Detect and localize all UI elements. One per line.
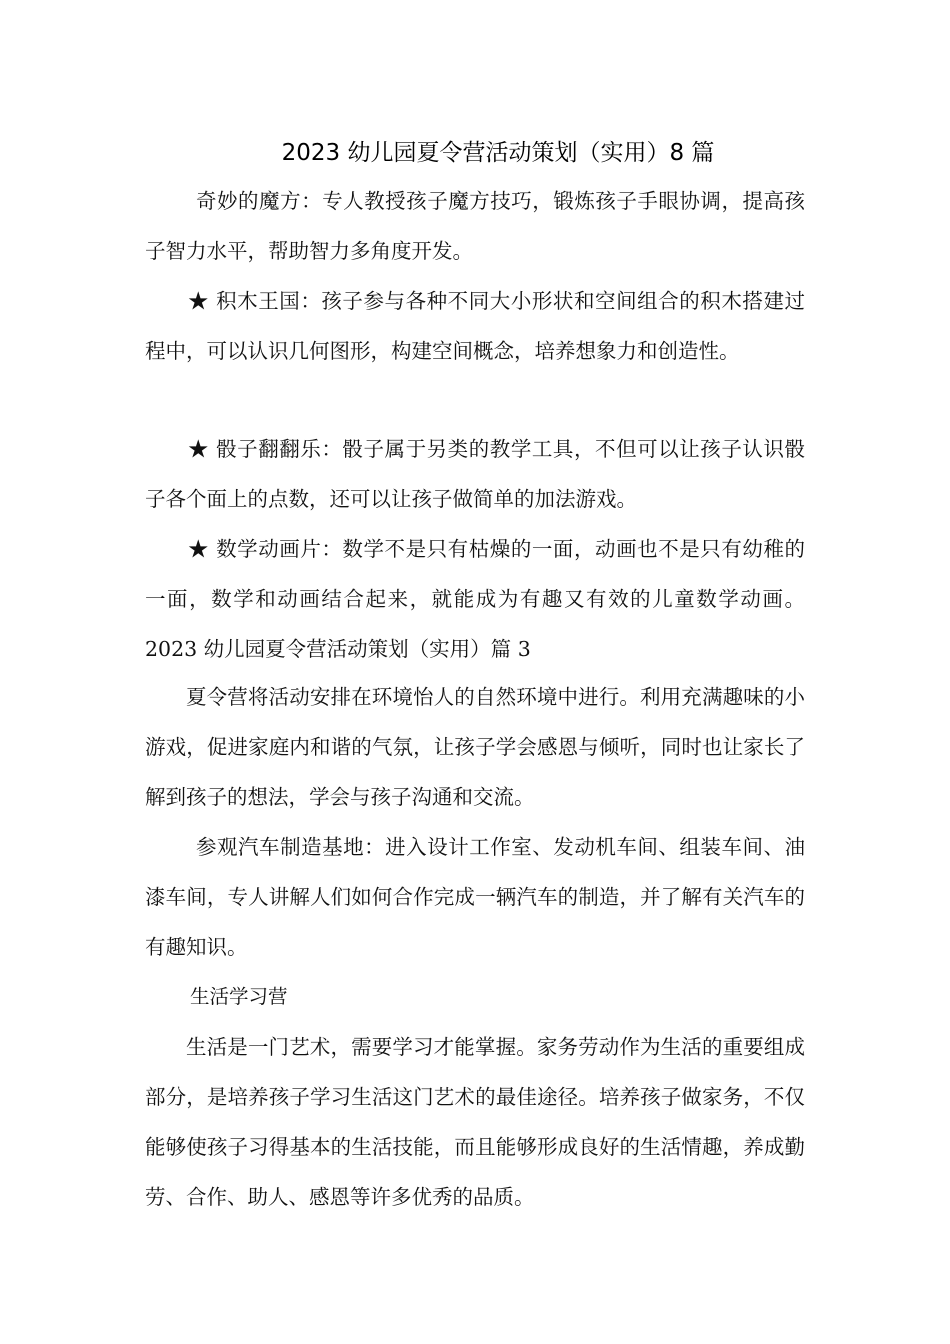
paragraph-dice: ★ 骰子翻翻乐：骰子属于另类的教学工具，不但可以让孩子认识骰子各个面上的点数，还可以让孩子做简单的加法游戏。 [145, 437, 805, 511]
paragraph-magic-cube: 奇妙的魔方：专人教授孩子魔方技巧，锻炼孩子手眼协调，提高孩子智力水平，帮助智力多角度开发。 [145, 189, 805, 263]
document-title: 2023 幼儿园夏令营活动策划（实用）8 篇 [281, 140, 715, 166]
paragraph-car-factory: 参观汽车制造基地：进入设计工作室、发动机车间、组装车间、油漆车间，专人讲解人们如何合作完成一辆汽车的制造，并了解有关汽车的有趣知识。 [145, 835, 805, 959]
paragraph-life-art: 生活是一门艺术，需要学习才能掌握。家务劳动作为生活的重要组成部分，是培养孩子学习生活这门艺术的最佳途径。培养孩子做家务，不仅能够使孩子习得基本的生活技能，而且能够形成良好的生活情趣，养成勤劳、合作、助人、感恩等许多优秀的品质。 [145, 1035, 805, 1209]
section-heading-life-learning: 生活学习营 [190, 985, 288, 1008]
paragraph-math-animation: ★ 数学动画片：数学不是只有枯燥的一面，动画也不是只有幼稚的一面，数学和动画结合起来，就能成为有趣又有效的儿童数学动画。2023 幼儿园夏令营活动策划（实用）篇 3 [145, 537, 805, 661]
paragraph-building-blocks: ★ 积木王国：孩子参与各种不同大小形状和空间组合的积木搭建过程中，可以认识几何图形，构建空间概念，培养想象力和创造性。 [145, 289, 805, 363]
paragraph-summer-camp: 夏令营将活动安排在环境怡人的自然环境中进行。利用充满趣味的小游戏，促进家庭内和谐的气氛，让孩子学会感恩与倾听，同时也让家长了解到孩子的想法，学会与孩子沟通和交流。 [145, 685, 805, 809]
